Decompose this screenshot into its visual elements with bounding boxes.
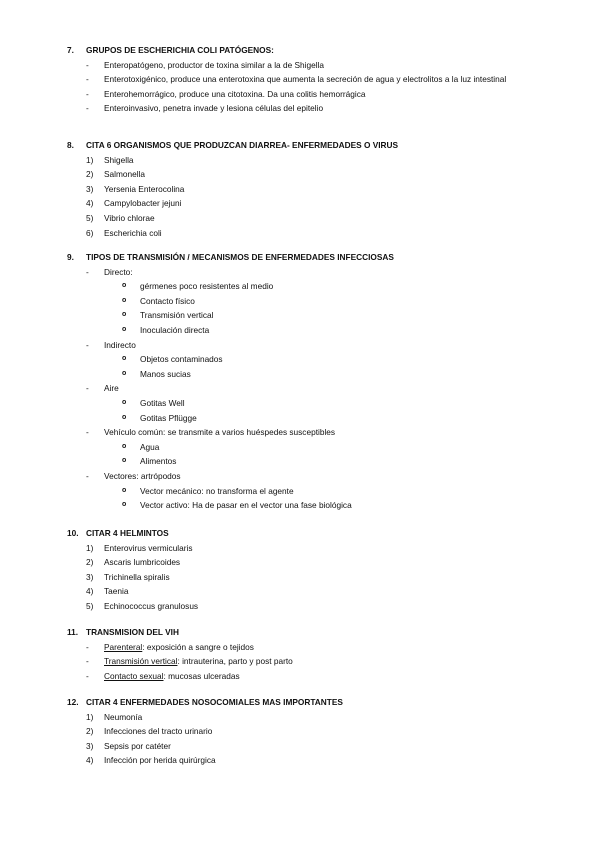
- dash-bullet: -: [86, 427, 89, 438]
- sub-item: [0, 411, 600, 426]
- numbered-item: [0, 211, 600, 226]
- sub-item-text: Vector mecánico: no transforma el agente: [140, 485, 294, 496]
- item-text: Shigella: [104, 154, 134, 165]
- circle-bullet: o: [122, 369, 127, 377]
- section-10: [0, 526, 600, 614]
- item-text: Enterovirus vermicularis: [104, 542, 193, 553]
- dash-bullet: -: [86, 88, 89, 99]
- numbered-item: [0, 570, 600, 585]
- item-text: Vibrio chlorae: [104, 212, 155, 223]
- section-title: CITAR 4 HELMINTOS: [86, 528, 169, 538]
- transmission-group: [0, 425, 600, 440]
- circle-bullet: o: [122, 325, 127, 333]
- list-item: [0, 58, 600, 73]
- sub-item-text: Transmisión vertical: [140, 310, 214, 321]
- item-text: Salmonella: [104, 169, 146, 180]
- dash-bullet: -: [86, 59, 89, 70]
- item-number: 1): [86, 542, 94, 553]
- item-number: 1): [86, 711, 94, 722]
- sub-item-text: Manos sucias: [140, 368, 191, 379]
- section-number: 12.: [67, 697, 79, 707]
- dash-bullet: -: [86, 470, 89, 481]
- item-text: Campylobacter jejuni: [104, 198, 182, 209]
- numbered-item: [0, 555, 600, 570]
- sub-item: [0, 308, 600, 323]
- transmission-group: [0, 338, 600, 353]
- item-text: Yersenia Enterocolina: [104, 183, 185, 194]
- list-item-text: [104, 669, 240, 684]
- dash-bullet: -: [86, 266, 89, 277]
- group-label: Vehículo común: se transmite a varios huéspedes susceptibles: [104, 427, 336, 438]
- section-title: GRUPOS DE ESCHERICHIA COLI PATÓGENOS:: [86, 45, 274, 55]
- item-number: 4): [86, 198, 94, 209]
- item-number: 3): [86, 740, 94, 751]
- transmission-detail: : mucosas ulceradas: [163, 670, 240, 681]
- section-heading: [0, 526, 600, 541]
- sub-item-text: Contacto físico: [140, 295, 195, 306]
- item-number: 2): [86, 557, 94, 568]
- sub-item-text: Gotitas Pflügge: [140, 412, 197, 423]
- item-text: Infecciones del tracto urinario: [104, 726, 213, 737]
- section-heading: [0, 138, 600, 153]
- sub-item: [0, 367, 600, 382]
- list-item-text: Enterotoxigénico, produce una enterotoxina que aumenta la secreción de agua y electrolitos a la luz intestinal: [104, 74, 507, 85]
- numbered-item: [0, 153, 600, 168]
- list-item: [0, 654, 600, 669]
- section-number: 9.: [67, 252, 74, 262]
- circle-bullet: o: [122, 311, 127, 319]
- list-item: [0, 640, 600, 655]
- sub-item: [0, 279, 600, 294]
- transmission-group: [0, 381, 600, 396]
- circle-bullet: o: [122, 486, 127, 494]
- dash-bullet: -: [86, 383, 89, 394]
- section-title: TRANSMISION DEL VIH: [86, 627, 179, 637]
- item-number: 2): [86, 169, 94, 180]
- sub-item: [0, 352, 600, 367]
- section-heading: [0, 43, 600, 58]
- dash-bullet: -: [86, 656, 89, 667]
- numbered-item: [0, 196, 600, 211]
- section-7: [0, 43, 600, 116]
- numbered-item: [0, 167, 600, 182]
- list-item: [0, 72, 600, 86]
- circle-bullet: o: [122, 355, 127, 363]
- item-number: 5): [86, 212, 94, 223]
- sub-item: [0, 396, 600, 411]
- section-12: [0, 695, 600, 768]
- list-item-text: [104, 640, 254, 655]
- sub-item-text: Vector activo: Ha de pasar en el vector una fase biológica: [140, 500, 352, 511]
- item-number: 5): [86, 600, 94, 611]
- group-label: Directo:: [104, 266, 133, 277]
- list-item: [0, 87, 600, 102]
- sub-item: [0, 323, 600, 338]
- group-label: Vectores: artrópodos: [104, 470, 181, 481]
- group-label: Indirecto: [104, 339, 136, 350]
- section-number: 10.: [67, 528, 79, 538]
- transmission-group: [0, 469, 600, 484]
- item-text: Neumonía: [104, 711, 143, 722]
- item-text: Ascaris lumbricoides: [104, 557, 181, 568]
- numbered-item: [0, 724, 600, 739]
- section-number: 11.: [67, 627, 79, 637]
- circle-bullet: o: [122, 398, 127, 406]
- item-text: Sepsis por catéter: [104, 740, 171, 751]
- section-title: CITAR 4 ENFERMEDADES NOSOCOMIALES MAS IMPORTANTES: [86, 697, 343, 707]
- numbered-item: [0, 753, 600, 768]
- dash-bullet: -: [86, 339, 89, 350]
- sub-item: [0, 484, 600, 499]
- transmission-term: Parenteral: [104, 641, 143, 652]
- circle-bullet: o: [122, 442, 127, 450]
- item-number: 4): [86, 586, 94, 597]
- circle-bullet: o: [122, 501, 127, 509]
- transmission-term: Contacto sexual: [104, 670, 164, 681]
- circle-bullet: o: [122, 413, 127, 421]
- section-heading: [0, 250, 600, 265]
- section-number: 8.: [67, 140, 74, 150]
- list-item-text: Enteropatógeno, productor de toxina similar a la de Shigella: [104, 59, 325, 70]
- sub-item-text: gérmenes poco resistentes al medio: [140, 281, 274, 292]
- numbered-item: [0, 584, 600, 599]
- circle-bullet: o: [122, 296, 127, 304]
- section-title: CITA 6 ORGANISMOS QUE PRODUZCAN DIARREA- ENFERMEDADES O VIRUS: [86, 140, 399, 150]
- list-item-text: Enterohemorrágico, produce una citotoxina. Da una colitis hemorrágica: [104, 88, 366, 99]
- section-number: 7.: [67, 45, 74, 55]
- item-text: Trichinella spiralis: [104, 571, 170, 582]
- transmission-detail: : intrauterina, parto y post parto: [177, 656, 293, 667]
- item-text: Taenia: [104, 586, 129, 597]
- sub-item-text: Agua: [140, 441, 160, 452]
- sub-item: [0, 294, 600, 309]
- section-heading: [0, 625, 600, 640]
- section-11: [0, 625, 600, 683]
- item-number: 6): [86, 227, 94, 238]
- sub-item-text: Objetos contaminados: [140, 354, 223, 365]
- dash-bullet: -: [86, 103, 89, 114]
- dash-bullet: -: [86, 670, 89, 681]
- circle-bullet: o: [122, 457, 127, 465]
- list-item-text: [104, 654, 293, 669]
- section-heading: [0, 695, 600, 710]
- section-title: TIPOS DE TRANSMISIÓN / MECANISMOS DE ENFERMEDADES INFECCIOSAS: [86, 252, 394, 262]
- transmission-detail: : exposición a sangre o tejidos: [142, 641, 254, 652]
- sub-item-text: Inoculación directa: [140, 324, 210, 335]
- sub-item: [0, 498, 600, 513]
- item-number: 3): [86, 571, 94, 582]
- section-8: [0, 138, 600, 240]
- item-number: 4): [86, 755, 94, 766]
- list-item-text: Enteroinvasivo, penetra invade y lesiona células del epitelio: [104, 103, 324, 114]
- sub-item-text: Gotitas Well: [140, 397, 185, 408]
- item-number: 3): [86, 183, 94, 194]
- item-number: 2): [86, 726, 94, 737]
- group-label: Aire: [104, 383, 119, 394]
- circle-bullet: o: [122, 282, 127, 290]
- item-number: 1): [86, 154, 94, 165]
- item-text: Echinococcus granulosus: [104, 600, 199, 611]
- dash-bullet: -: [86, 641, 89, 652]
- list-item: [0, 101, 600, 116]
- numbered-item: [0, 710, 600, 725]
- numbered-item: [0, 541, 600, 556]
- dash-bullet: -: [86, 74, 89, 85]
- sub-item: [0, 440, 600, 455]
- sub-item-text: Alimentos: [140, 456, 177, 467]
- section-9: [0, 250, 600, 513]
- numbered-item: [0, 739, 600, 754]
- numbered-item: [0, 226, 600, 241]
- numbered-item: [0, 599, 600, 614]
- transmission-term: Transmisión vertical: [104, 656, 178, 667]
- transmission-group: [0, 265, 600, 280]
- numbered-item: [0, 182, 600, 197]
- item-text: Escherichia coli: [104, 227, 162, 238]
- list-item: [0, 669, 600, 684]
- item-text: Infección por herida quirúrgica: [104, 755, 216, 766]
- sub-item: [0, 454, 600, 469]
